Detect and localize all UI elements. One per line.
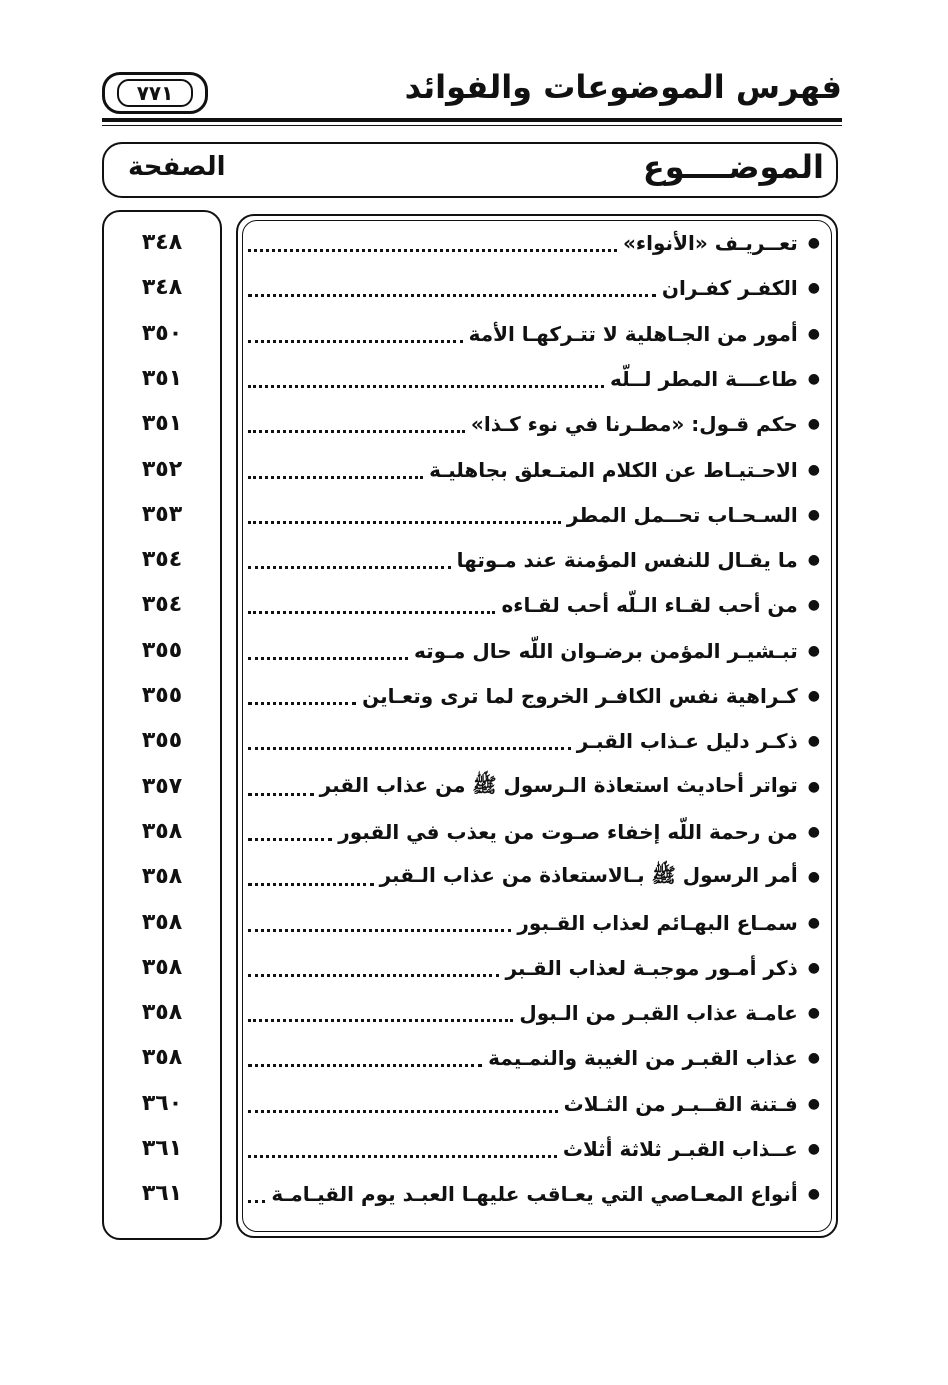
toc-entry-title: الاحـتيـاط عن الكلام المتـعلق بجاهليـة xyxy=(429,458,798,482)
toc-entry-title: ذكر أمـور موجبـة لعذاب القـبر xyxy=(505,956,798,980)
column-header-page: الصفحة xyxy=(128,152,226,182)
toc-entry-title: تعــريـف «الأنواء» xyxy=(623,231,798,255)
bullet-icon: ● xyxy=(807,416,820,432)
toc-entry xyxy=(248,266,820,310)
bullet-icon: ● xyxy=(807,643,820,659)
bullet-icon: ● xyxy=(807,552,820,568)
bullet-icon: ● xyxy=(807,1050,820,1066)
toc-entry-page: ٣٤٨ xyxy=(141,230,183,255)
toc-entry-page: ٣٥٣ xyxy=(141,502,183,527)
toc-entry-page: ٣٦١ xyxy=(141,1136,183,1161)
toc-entry-title: سمـاع البهـائم لعذاب القـبور xyxy=(517,911,798,935)
toc-entry xyxy=(248,1082,820,1126)
bullet-icon: ● xyxy=(807,1096,820,1112)
dot-leader xyxy=(248,566,451,569)
bullet-icon: ● xyxy=(807,235,820,251)
toc-entry xyxy=(248,357,820,401)
toc-entry-title: ذكـر دليل عـذاب القبـر xyxy=(576,729,798,753)
toc-entry xyxy=(248,312,820,356)
toc-entry-page: ٣٥١ xyxy=(141,366,183,391)
toc-entry-title: أمور من الجـاهلية لا تتـركهـا الأمة xyxy=(468,322,798,346)
bullet-icon: ● xyxy=(807,688,820,704)
toc-entry-title: السـحـاب تحــمل المطر xyxy=(566,503,798,527)
toc-entry xyxy=(248,1036,820,1080)
dot-leader xyxy=(248,521,561,524)
toc-entry xyxy=(248,629,820,673)
column-header-topic: الموضــــوع xyxy=(642,148,824,186)
toc-entry xyxy=(248,448,820,492)
dot-leader xyxy=(248,430,465,433)
toc-entry-title: طاعـــة المطر لــلّه xyxy=(610,367,798,391)
toc-entry-title: عامـة عذاب القبـر من الـبول xyxy=(519,1001,798,1025)
dot-leader xyxy=(248,838,332,841)
toc-entry xyxy=(248,991,820,1035)
dot-leader xyxy=(248,1155,557,1158)
toc-entry xyxy=(248,493,820,537)
dot-leader xyxy=(248,793,314,796)
bullet-icon: ● xyxy=(807,915,820,931)
toc-entry-page: ٣٦١ xyxy=(141,1181,183,1206)
bullet-icon: ● xyxy=(807,507,820,523)
dot-leader xyxy=(248,929,511,932)
dot-leader xyxy=(248,974,499,977)
bullet-icon: ● xyxy=(807,371,820,387)
toc-entry-title: حكم قـول: «مطـرنا في نوء كـذا» xyxy=(470,412,798,436)
dot-leader xyxy=(248,747,571,750)
dot-leader xyxy=(248,476,423,479)
toc-entry-page: ٣٥٠ xyxy=(141,321,183,346)
toc-entry-title: أنواع المعـاصي التي يعـاقب عليهـا العبـد يوم القيـامـة xyxy=(271,1182,798,1206)
bullet-icon: ● xyxy=(807,1141,820,1157)
toc-entry-title: فـتنة القــبـر من الثـلاث xyxy=(563,1092,798,1116)
bullet-icon: ● xyxy=(807,1005,820,1021)
toc-entry-page: ٣٤٨ xyxy=(141,275,183,300)
page-number: ٧٧١ xyxy=(117,79,193,107)
dot-leader xyxy=(248,1200,265,1203)
toc-entry-page: ٣٥٨ xyxy=(141,1000,183,1025)
running-title: فهرس الموضوعات والفوائد xyxy=(404,68,842,106)
header-rule-thick xyxy=(102,118,842,122)
dot-leader xyxy=(248,702,356,705)
toc-entry xyxy=(248,221,820,265)
bullet-icon: ● xyxy=(807,326,820,342)
toc-entry xyxy=(248,1127,820,1171)
bullet-icon: ● xyxy=(807,1186,820,1202)
bullet-icon: ● xyxy=(807,733,820,749)
bullet-icon: ● xyxy=(807,824,820,840)
toc-entry-title: عذاب القبـر من الغيبة والنمـيمة xyxy=(488,1046,798,1070)
toc-entry-page: ٣٦٠ xyxy=(141,1091,183,1116)
toc-entry-page: ٣٥١ xyxy=(141,411,183,436)
dot-leader xyxy=(248,611,495,614)
header-rule-thin xyxy=(102,125,842,126)
toc-entry-page: ٣٥٨ xyxy=(141,819,183,844)
page-number-badge xyxy=(102,72,208,114)
toc-entry-title: الكفـر كفـران xyxy=(661,276,798,300)
toc-entry-page: ٣٥٤ xyxy=(141,547,183,572)
toc-entry xyxy=(248,765,820,809)
dot-leader xyxy=(248,340,463,343)
dot-leader xyxy=(248,1019,513,1022)
bullet-icon: ● xyxy=(807,280,820,296)
dot-leader xyxy=(248,385,604,388)
toc-entry-page: ٣٥٥ xyxy=(141,638,183,663)
bullet-icon: ● xyxy=(807,779,820,795)
toc-entry-title: ما يقـال للنفس المؤمنة عند مـوتها xyxy=(456,548,798,572)
toc-entry-page: ٣٥٤ xyxy=(141,592,183,617)
toc-entry xyxy=(248,1172,820,1216)
column-header-box xyxy=(102,142,838,198)
dot-leader xyxy=(248,1110,558,1113)
toc-entry xyxy=(248,901,820,945)
toc-entry-title: عــذاب القبـر ثلاثة أثلاث xyxy=(562,1137,798,1161)
toc-entry-page: ٣٥٨ xyxy=(141,910,183,935)
toc-entry-page: ٣٥٨ xyxy=(141,864,183,889)
dot-leader xyxy=(248,883,374,886)
toc-entry-page: ٣٥٨ xyxy=(141,1045,183,1070)
toc-entry xyxy=(248,855,820,899)
toc-entry-page: ٣٥٢ xyxy=(141,457,183,482)
dot-leader xyxy=(248,1064,482,1067)
toc-entry-page: ٣٥٧ xyxy=(141,774,183,799)
toc-entry-title: كـراهية نفس الكافـر الخروج لما ترى وتعـاين xyxy=(362,684,798,708)
toc-entry xyxy=(248,719,820,763)
dot-leader xyxy=(248,249,617,252)
bullet-icon: ● xyxy=(807,960,820,976)
toc-entry xyxy=(248,538,820,582)
toc-entry xyxy=(248,674,820,718)
bullet-icon: ● xyxy=(807,462,820,478)
dot-leader xyxy=(248,657,408,660)
dot-leader xyxy=(248,294,656,297)
toc-entry xyxy=(248,402,820,446)
toc-entry xyxy=(248,946,820,990)
bullet-icon: ● xyxy=(807,869,820,885)
toc-entry-page: ٣٥٥ xyxy=(141,683,183,708)
toc-entry xyxy=(248,810,820,854)
toc-entry-title: من أحب لقـاء الـلّه أحب لقـاءه xyxy=(501,593,798,617)
toc-entry-title: تبـشيـر المؤمن برضـوان اللّه حال مـوته xyxy=(414,639,798,663)
toc-entry-title: من رحمة اللّه إخفاء صـوت من يعذب في القبور xyxy=(338,820,798,844)
toc-entry-title: أمر الرسول ﷺ بـالاستعاذة من عذاب الـقبر xyxy=(379,862,798,887)
toc-entry-page: ٣٥٥ xyxy=(141,728,183,753)
toc-entry-title: تواتر أحاديث استعاذة الـرسول ﷺ من عذاب القبر xyxy=(319,772,798,797)
bullet-icon: ● xyxy=(807,597,820,613)
toc-entry xyxy=(248,583,820,627)
toc-entry-page: ٣٥٨ xyxy=(141,955,183,980)
